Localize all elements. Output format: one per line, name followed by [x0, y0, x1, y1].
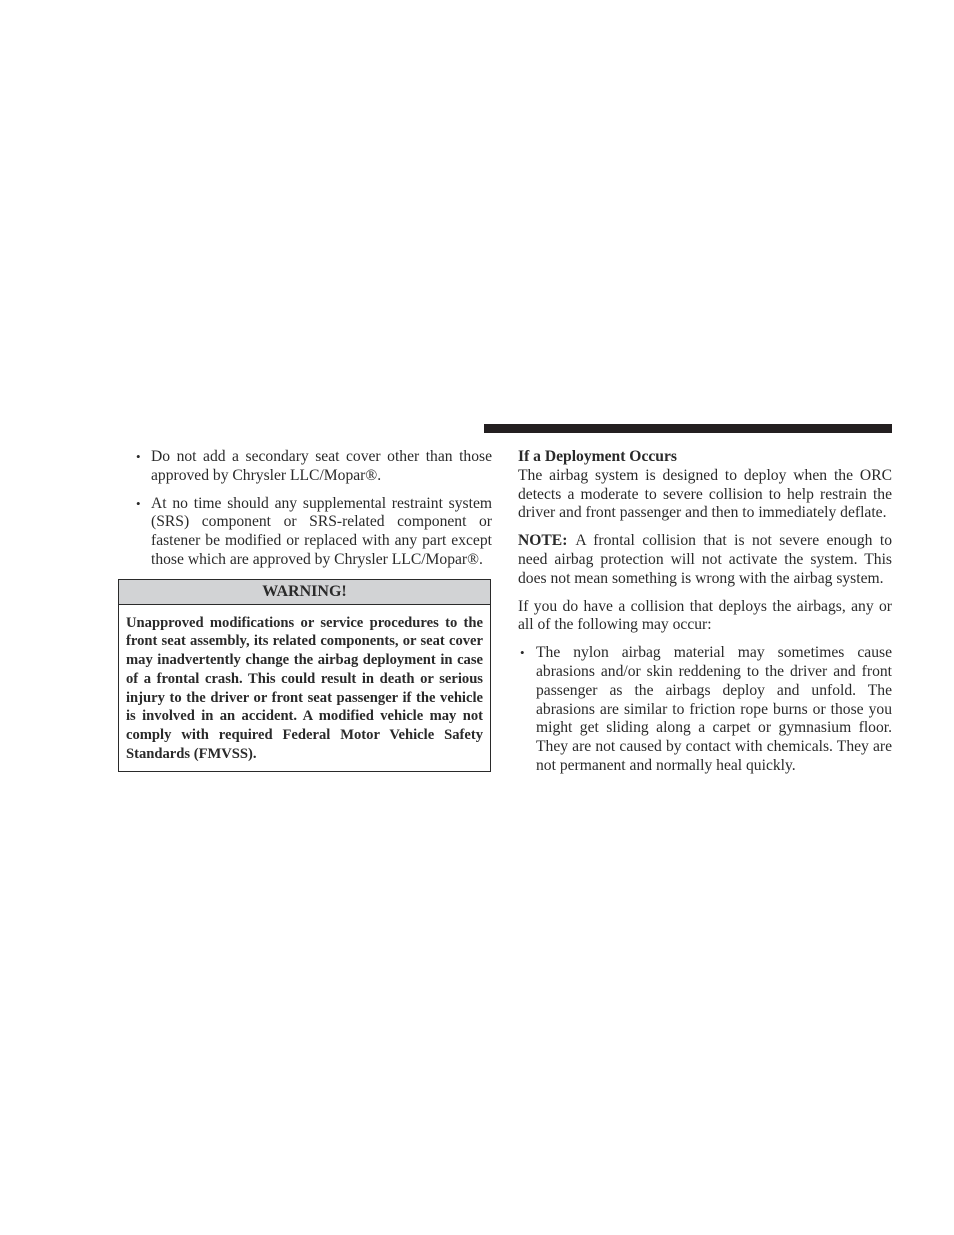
section-heading: If a Deployment Occurs: [518, 448, 677, 465]
collision-paragraph: If you do have a collision that deploys the airbags, any or all of the following may occur:: [518, 597, 892, 634]
left-column: [118, 448, 492, 772]
left-bullet-list: [118, 448, 492, 570]
warning-box: [118, 579, 491, 773]
bullet-icon: •: [520, 645, 525, 661]
bullet-icon: •: [136, 449, 141, 464]
list-item: [118, 448, 492, 486]
warning-text: Unapproved modifications or service procedures to the front seat assembly, its related components, or seat cover may inadvertently change the airbag deployment in case of a frontal crash. This could result in death or serious injury to the driver or front seat passenger if the vehicle is involved in an accident. A modified vehicle may not comply with required Federal Motor Vehicle Safety Standards (FMVSS).: [126, 614, 483, 762]
intro-paragraph: The airbag system is designed to deploy when the ORC detects a moderate to severe collision to help restrain the driver and front passenger and then to immediately deflate.: [518, 466, 892, 522]
list-item-text: At no time should any supplemental restraint system (SRS) component or SRS-related component or fastener be modified or replaced with any part except those which are approved by Chrysler LLC/Mopar®.: [151, 494, 492, 568]
bullet-icon: •: [136, 495, 141, 511]
list-item: [518, 644, 892, 776]
list-item: [118, 495, 492, 570]
right-bullet-list: [518, 644, 892, 776]
list-item-text: Do not add a secondary seat cover other than those approved by Chrysler LLC/Mopar®.: [151, 448, 492, 484]
note-paragraph: [518, 532, 892, 588]
section-rule-bar: [484, 424, 892, 433]
list-item-text: The nylon airbag material may sometimes cause abrasions and/or skin reddening to the driver and front passenger as the airbags deploy and unfold. The abrasions are similar to friction rope burns or those you might get sliding along a carpet or gymnasium floor. They are not caused by contact with chemicals. They are not permanent and normally heal quickly.: [536, 644, 892, 774]
right-column: [518, 448, 892, 785]
warning-title: WARNING!: [119, 580, 490, 605]
note-text: A frontal collision that is not severe enough to need airbag protection will not activate the system. This does not mean something is wrong with the airbag system.: [518, 532, 892, 587]
note-label: NOTE:: [518, 532, 568, 550]
